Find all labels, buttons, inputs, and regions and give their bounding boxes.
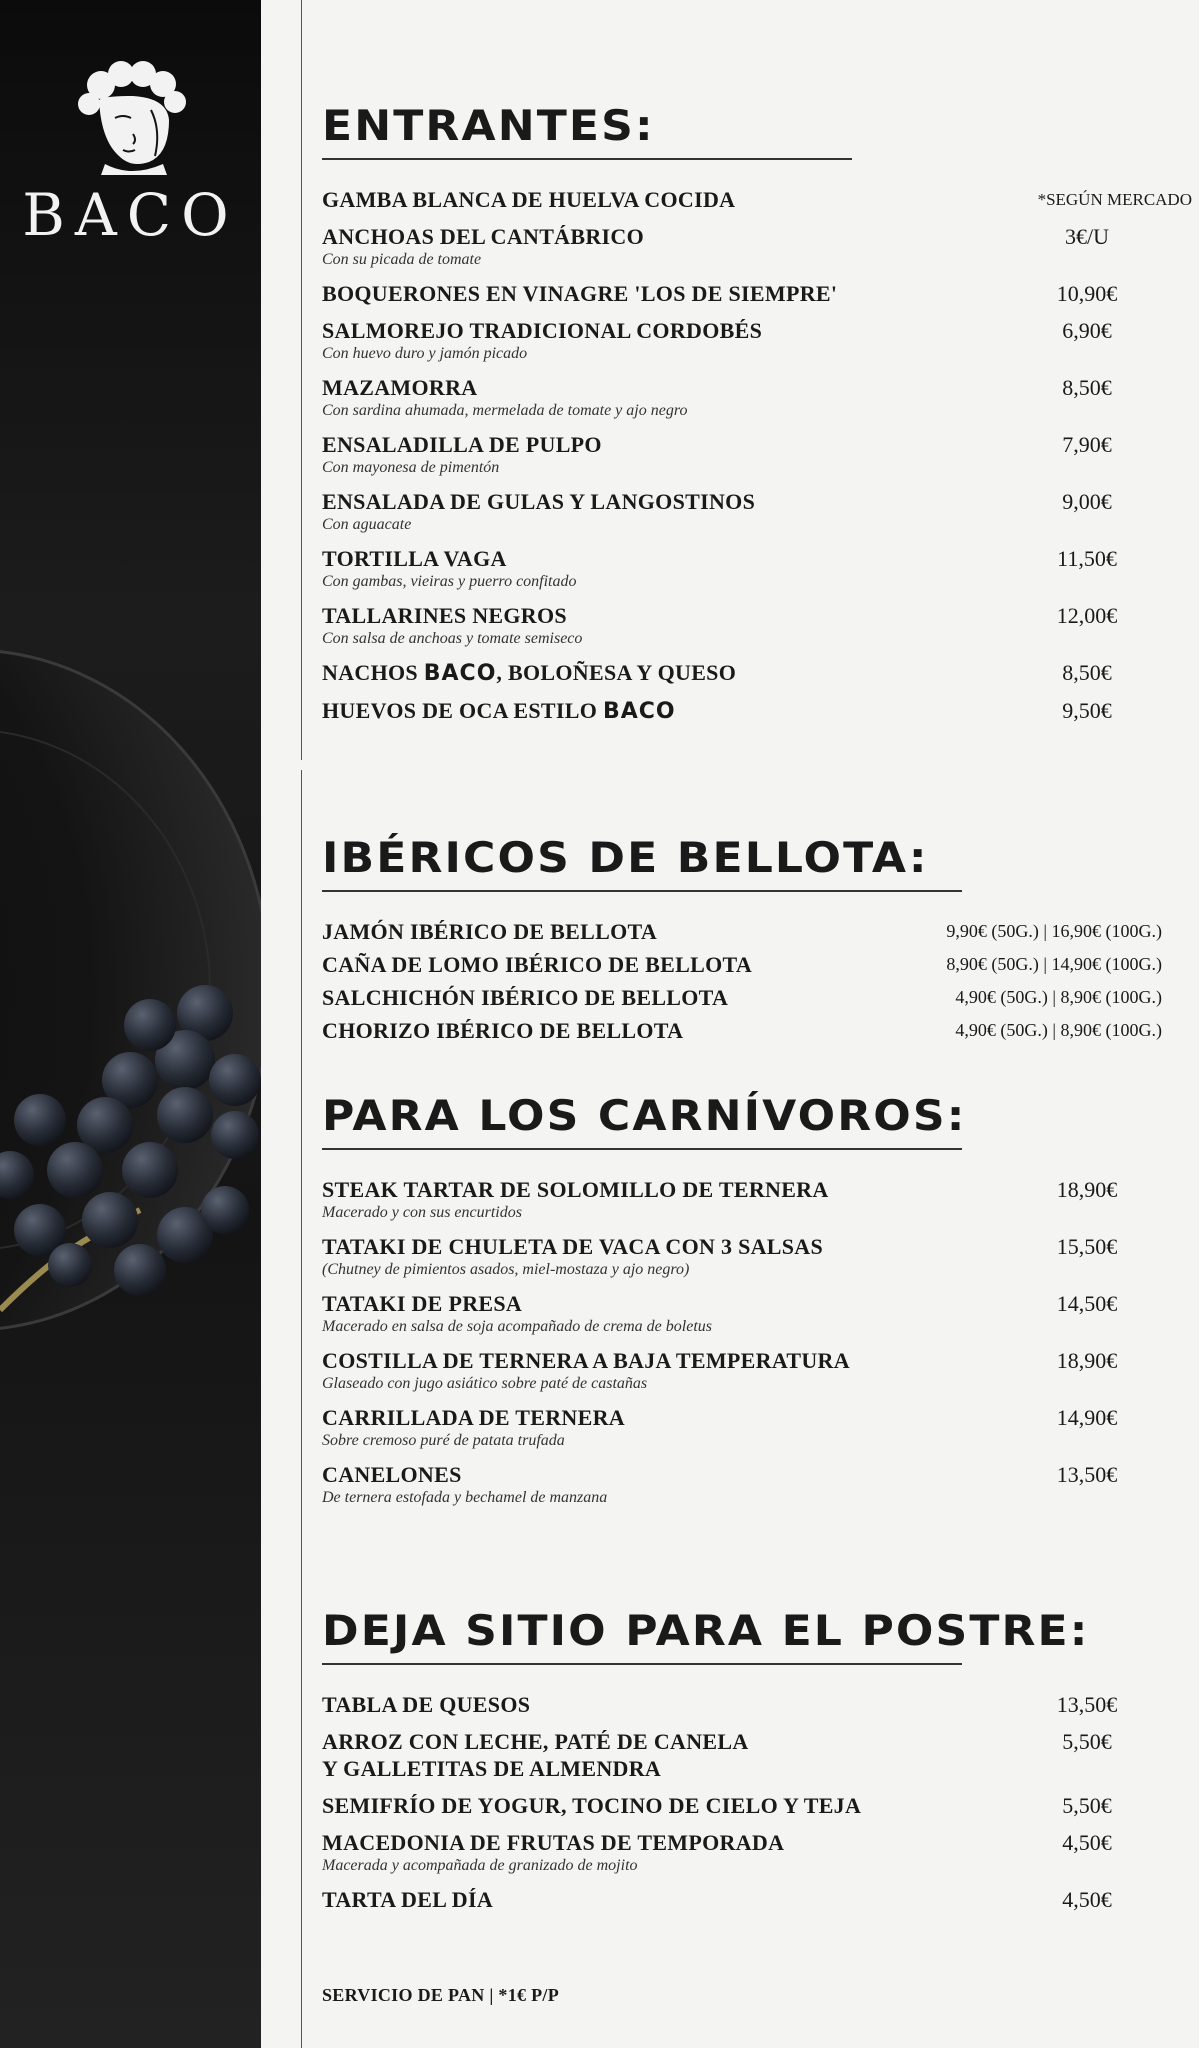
section-carnivoros [322, 1090, 1182, 1518]
section-title-carnivoros: PARA LOS CARNÍVOROS: [322, 1091, 967, 1140]
item-desc: Con aguacate [322, 515, 412, 533]
menu-item [322, 1176, 1182, 1223]
item-price: 9,50€ [1062, 697, 1112, 723]
item-name: ANCHOAS DEL CANTÁBRICO [322, 223, 644, 249]
item-name: BOQUERONES EN VINAGRE 'LOS DE SIEMPRE' [322, 280, 838, 306]
item-price: 9,90€ (50G.) | 16,90€ (100G.) [946, 920, 1162, 941]
menu-item [322, 545, 1182, 592]
item-price: 14,90€ [1056, 1404, 1118, 1430]
bacchus-head-icon [71, 60, 191, 175]
menu-item [322, 1691, 1182, 1718]
item-name: TORTILLA VAGA [322, 545, 507, 571]
logo-wordmark: BACO [22, 181, 239, 249]
item-price: 12,00€ [1056, 602, 1118, 628]
menu-item [322, 280, 1182, 307]
footer-note: SERVICIO DE PAN | *1€ P/P [322, 1985, 560, 2005]
title-rule [322, 158, 852, 160]
menu-item [322, 186, 1192, 213]
item-name: TALLARINES NEGROS [322, 602, 567, 628]
item-desc: Glaseado con jugo asiático sobre paté de castañas [322, 1374, 648, 1392]
item-name: CHORIZO IBÉRICO DE BELLOTA [322, 1017, 684, 1043]
item-name: CARRILLADA DE TERNERA [322, 1404, 625, 1430]
menu-item [322, 918, 1182, 945]
menu-item [322, 1728, 1182, 1782]
item-name: ENSALADA DE GULAS Y LANGOSTINOS [322, 488, 756, 514]
grapes-plate-image [0, 650, 261, 1630]
item-desc: Con salsa de anchoas y tomate semiseco [322, 629, 583, 647]
menu-item [322, 697, 1182, 725]
section-title-postre: DEJA SITIO PARA EL POSTRE: [322, 1606, 1090, 1655]
item-price: 5,50€ [1062, 1792, 1112, 1818]
menu-item [322, 374, 1182, 421]
item-price: 8,50€ [1062, 659, 1112, 685]
menu-item [322, 1347, 1182, 1394]
logo [0, 60, 261, 249]
menu-item [322, 223, 1182, 270]
menu-item [322, 984, 1182, 1011]
menu-item [322, 1792, 1182, 1819]
vertical-rule-top [301, 0, 302, 760]
item-name: CANELONES [322, 1461, 462, 1487]
menu-item [322, 602, 1182, 649]
item-price: 10,90€ [1056, 280, 1118, 306]
item-desc: De ternera estofada y bechamel de manzana [322, 1488, 608, 1506]
section-entrantes [322, 100, 1192, 735]
item-name: MACEDONIA DE FRUTAS DE TEMPORADA [322, 1829, 785, 1855]
item-price: 4,50€ [1062, 1829, 1112, 1855]
section-ibericos [322, 832, 1182, 1050]
item-name: STEAK TARTAR DE SOLOMILLO DE TERNERA [322, 1176, 829, 1202]
title-rule [322, 1663, 962, 1665]
item-desc: (Chutney de pimientos asados, miel-mostaza y ajo negro) [322, 1260, 690, 1278]
item-name: SEMIFRÍO DE YOGUR, TOCINO DE CIELO Y TEJA [322, 1792, 862, 1818]
item-price: 9,00€ [1062, 488, 1112, 514]
menu-item [322, 951, 1182, 978]
sidebar-panel [0, 0, 261, 2048]
item-price: 15,50€ [1056, 1233, 1118, 1259]
item-price: 8,50€ [1062, 374, 1112, 400]
brand-name: BACO [423, 660, 497, 686]
section-postre [322, 1605, 1182, 1923]
menu-item [322, 1461, 1182, 1508]
item-desc: Con mayonesa de pimentón [322, 458, 500, 476]
item-price: 4,90€ (50G.) | 8,90€ (100G.) [955, 1019, 1162, 1040]
item-name: ARROZ CON LECHE, PATÉ DE CANELA [322, 1728, 749, 1754]
menu-item [322, 1404, 1182, 1451]
item-price: 18,90€ [1056, 1176, 1118, 1202]
item-name: TARTA DEL DÍA [322, 1886, 494, 1912]
item-name: SALMOREJO TRADICIONAL CORDOBÉS [322, 317, 763, 343]
item-name: TATAKI DE PRESA [322, 1290, 523, 1316]
title-rule [322, 1148, 962, 1150]
menu-content [322, 0, 1192, 2048]
item-name: SALCHICHÓN IBÉRICO DE BELLOTA [322, 984, 729, 1010]
item-name: TABLA DE QUESOS [322, 1691, 531, 1717]
item-price: 4,90€ (50G.) | 8,90€ (100G.) [955, 986, 1162, 1007]
item-name: GAMBA BLANCA DE HUELVA COCIDA [322, 186, 736, 212]
item-desc: Con huevo duro y jamón picado [322, 344, 528, 362]
menu-item [322, 1886, 1182, 1913]
item-desc: Sobre cremoso puré de patata trufada [322, 1431, 565, 1449]
item-price: 13,50€ [1056, 1691, 1118, 1717]
item-price: 6,90€ [1062, 317, 1112, 343]
menu-item [322, 1290, 1182, 1337]
item-name: ENSALADILLA DE PULPO [322, 431, 602, 457]
item-name: TATAKI DE CHULETA DE VACA CON 3 SALSAS [322, 1233, 824, 1259]
section-title-ibericos: IBÉRICOS DE BELLOTA: [322, 833, 929, 882]
menu-item [322, 488, 1182, 535]
item-desc: Con su picada de tomate [322, 250, 482, 268]
menu-item [322, 431, 1182, 478]
menu-item [322, 1829, 1182, 1876]
menu-item [322, 1233, 1182, 1280]
item-name: CAÑA DE LOMO IBÉRICO DE BELLOTA [322, 951, 753, 977]
vertical-rule-bottom [301, 770, 302, 2048]
item-desc: Con gambas, vieiras y puerro confitado [322, 572, 577, 590]
item-name: MAZAMORRA [322, 374, 478, 400]
title-rule [322, 890, 962, 892]
section-title-entrantes: ENTRANTES: [322, 101, 655, 150]
item-desc: Con sardina ahumada, mermelada de tomate y ajo negro [322, 401, 688, 419]
menu-item [322, 1017, 1182, 1044]
item-price: 14,50€ [1056, 1290, 1118, 1316]
item-price: 13,50€ [1056, 1461, 1118, 1487]
item-name-line2: Y GALLETITAS DE ALMENDRA [322, 1755, 662, 1781]
item-price: 11,50€ [1057, 545, 1117, 571]
item-desc: Macerado en salsa de soja acompañado de crema de boletus [322, 1317, 712, 1335]
item-price: 18,90€ [1056, 1347, 1118, 1373]
item-name-pre: HUEVOS DE OCA ESTILO [322, 697, 598, 723]
item-price: *SEGÚN MERCADO [1037, 189, 1192, 209]
item-price: 8,90€ (50G.) | 14,90€ (100G.) [946, 953, 1162, 974]
item-desc: Macerada y acompañada de granizado de mojito [322, 1856, 638, 1874]
item-name: JAMÓN IBÉRICO DE BELLOTA [322, 918, 658, 944]
menu-item [322, 317, 1182, 364]
item-price: 4,50€ [1062, 1886, 1112, 1912]
item-price: 5,50€ [1062, 1728, 1112, 1754]
menu-item [322, 659, 1182, 687]
item-name-pre: NACHOS [322, 659, 418, 685]
item-price: 3€/U [1065, 223, 1109, 249]
item-price: 7,90€ [1062, 431, 1112, 457]
item-name: COSTILLA DE TERNERA A BAJA TEMPERATURA [322, 1347, 850, 1373]
item-name-post: , BOLOÑESA Y QUESO [496, 659, 737, 685]
item-desc: Macerado y con sus encurtidos [322, 1203, 522, 1221]
brand-name: BACO [602, 698, 676, 724]
